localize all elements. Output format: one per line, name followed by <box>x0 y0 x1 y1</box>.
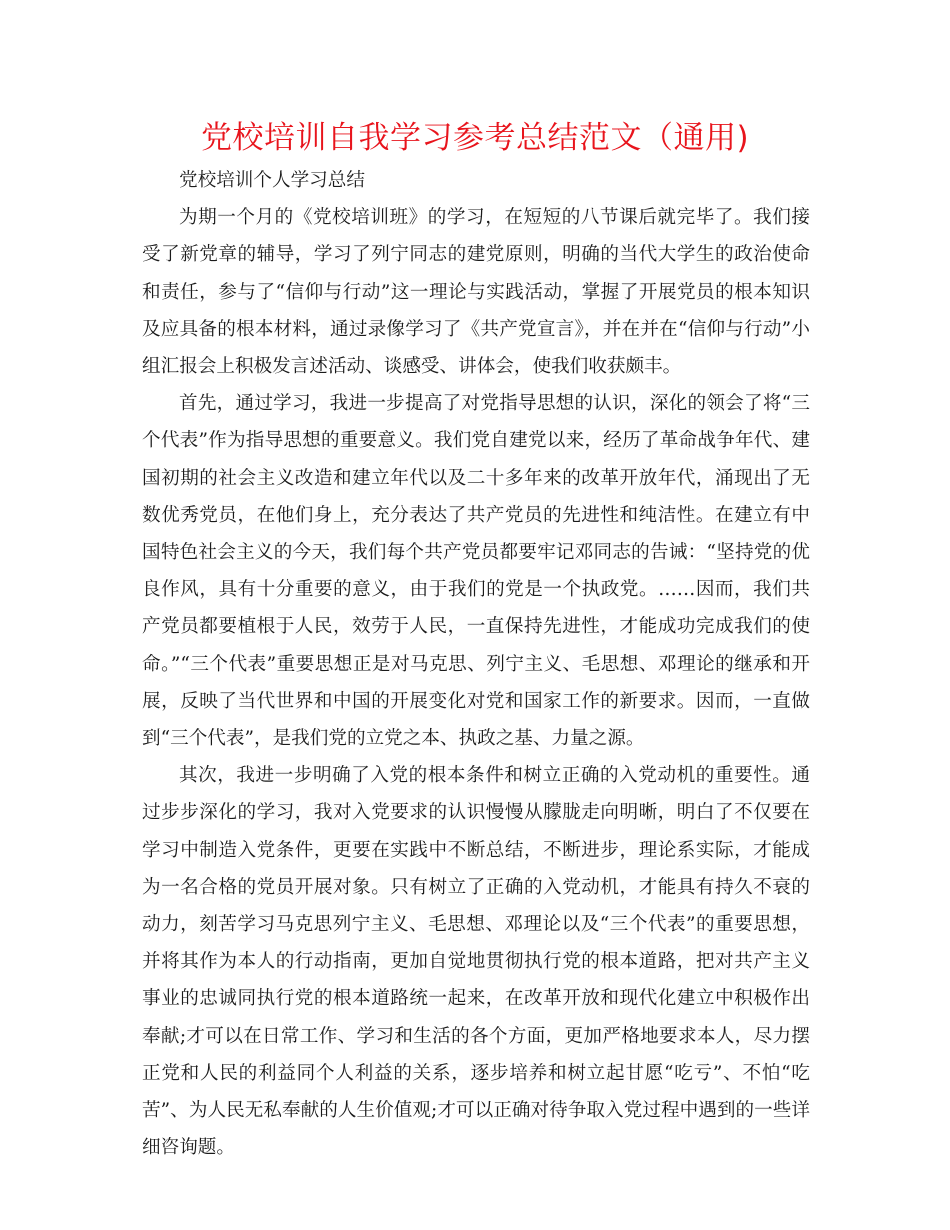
document-title: 党校培训自我学习参考总结范文（通用) <box>200 120 750 156</box>
document-subtitle: 党校培训个人学习总结 <box>179 170 365 191</box>
paragraph-2: 首先，通过学习，我进一步提高了对党指导思想的认识，深化的领会了将“三个代表”作为指导思想的重要意义。我们党自建党以来，经历了革命战争年代、建国初期的社会主义改造和建立年代以及二十多年来的改革开放年代，涌现出了无数优秀党员，在他们身上，充分表达了共产党员的先进性和纯洁性。在建立有中国特色社会主义的今天，我们每个共产党员都要牢记邓同志的告诫：“坚持党的优良作风，具有十分重要的意义，由于我们的党是一个执政党。……因而，我们共产党员都要植根于人民，效劳于人民，一直保持先进性，才能成功完成我们的使命。”“三个代表”重要思想正是对马克思、列宁主义、毛思想、邓理论的继承和开展，反映了当代世界和中国的开展变化对党和国家工作的新要求。因而，一直做到“三个代表”，是我们党的立党之本、执政之基、力量之源。 <box>142 393 810 750</box>
document-body <box>142 162 810 1166</box>
paragraph-3: 其次，我进一步明确了入党的根本条件和树立正确的入党动机的重要性。通过步步深化的学习，我对入党要求的认识慢慢从朦胧走向明晰，明白了不仅要在学习中制造入党条件，更要在实践中不断总结，不断进步，理论系实际，才能成为一名合格的党员开展对象。只有树立了正确的入党动机，才能具有持久不衰的动力，刻苦学习马克思列宁主义、毛思想、邓理论以及“三个代表”的重要思想，并将其作为本人的行动指南，更加自觉地贯彻执行党的根本道路，把对共产主义事业的忠诚同执行党的根本道路统一起来，在改革开放和现代化建立中积极作出奉献;才可以在日常工作、学习和生活的各个方面，更加严格地要求本人，尽力摆正党和人民的利益同个人利益的关系，逐步培养和树立起甘愿“吃亏”、不怕“吃苦”、为人民无私奉献的人生价值观;才可以正确对待争取入党过程中遇到的一些详细咨询题。 <box>142 765 810 1159</box>
paragraph-1: 为期一个月的《党校培训班》的学习，在短短的八节课后就完毕了。我们接受了新党章的辅导，学习了列宁同志的建党原则，明确的当代大学生的政治使命和责任，参与了“信仰与行动”这一理论与实践活动，掌握了开展党员的根本知识及应具备的根本材料，通过录像学习了《共产党宣言》，并在并在“信仰与行动”小组汇报会上积极发言述活动、谈感受、讲体会，使我们收获颇丰。 <box>142 207 810 378</box>
